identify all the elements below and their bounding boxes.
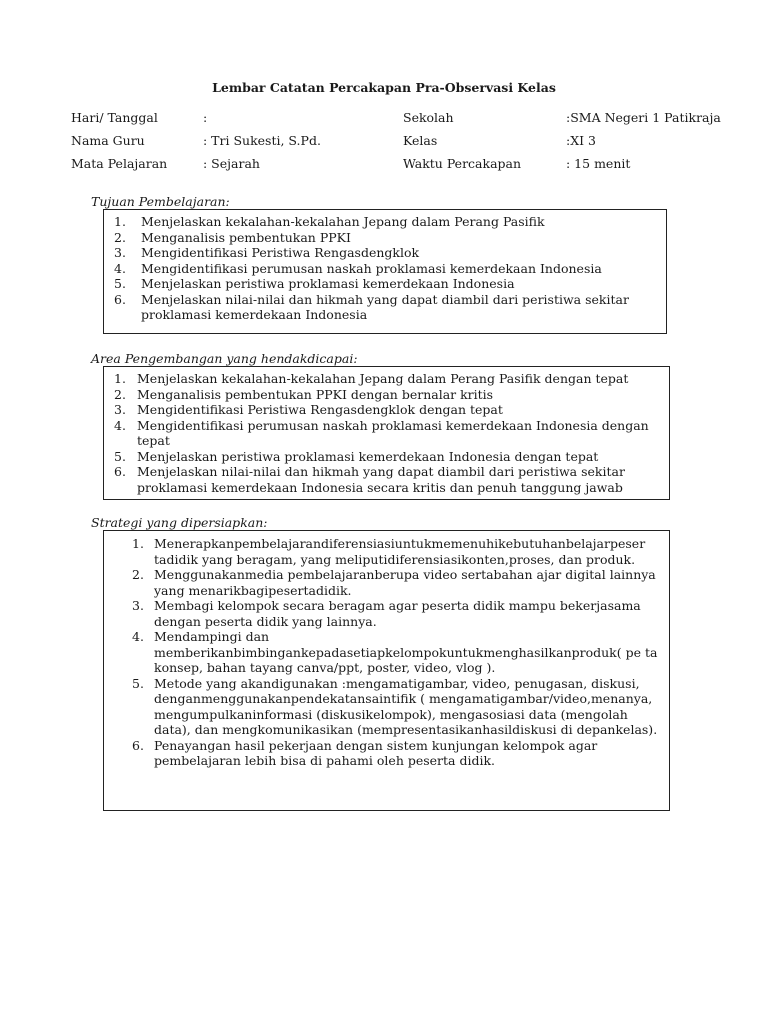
- strategi-heading: Strategi yang dipersiapkan:: [91, 515, 268, 530]
- list-item-text: Mengidentifikasi perumusan naskah proklamasi kemerdekaan Indonesia: [141, 260, 602, 276]
- list-item: [132, 598, 663, 629]
- hari-label: Hari/ Tanggal: [71, 110, 158, 125]
- list-item: [132, 738, 663, 769]
- list-item-number: 2.: [114, 386, 126, 402]
- guru-label: Nama Guru: [71, 133, 145, 148]
- list-item-text: Mengidentifikasi Peristiwa Rengasdengklok dengan tepat: [137, 402, 503, 417]
- waktu-label: Waktu Percakapan: [403, 156, 522, 171]
- info-block: [71, 110, 731, 179]
- guru-value: : Tri Sukesti, S.Pd.: [203, 133, 321, 148]
- list-item-text: Menjelaskan nilai-nilai dan hikmah yang dapat diambil dari peristiwa sekitar proklamasi kemerdekaan Indonesia: [141, 291, 629, 322]
- waktu-value: : 15 menit: [566, 156, 631, 171]
- list-item-number: 1.: [114, 214, 126, 229]
- list-item-text: Menjelaskan peristiwa proklamasi kemerdekaan Indonesia dengan tepat: [137, 448, 599, 464]
- list-item: [132, 676, 663, 738]
- info-row-3: [71, 156, 731, 179]
- mapel-label: Mata Pelajaran: [71, 156, 168, 171]
- list-item: [114, 387, 663, 403]
- list-item-text: Menjelaskan peristiwa proklamasi kemerdekaan Indonesia: [141, 276, 515, 291]
- list-item-number: 2.: [114, 229, 126, 245]
- list-item-text: Menerapkanpembelajarandiferensiasiuntukmemenuhikebutuhanbelajarpeser tadidik yang beragam, yang meliputidiferensiasikonten,proses, dan produk.: [154, 536, 646, 567]
- list-item-number: 5.: [114, 448, 126, 464]
- list-item: [114, 230, 660, 246]
- tujuan-heading: Tujuan Pembelajaran:: [91, 194, 230, 209]
- sekolah-value: :SMA Negeri 1 Patikraja: [566, 110, 721, 125]
- list-item-number: 4.: [132, 629, 144, 644]
- list-item-text: Mengidentifikasi perumusan naskah proklamasi kemerdekaan Indonesia dengan tepat: [137, 417, 649, 448]
- document-title: Lembar Catatan Percakapan Pra-Observasi Kelas: [212, 80, 556, 95]
- list-item: [114, 449, 663, 465]
- area-heading: Area Pengembangan yang hendakdicapai:: [91, 351, 358, 366]
- list-item-text: Menganalisis pembentukan PPKI: [141, 229, 351, 245]
- sekolah-label: Sekolah: [403, 110, 454, 125]
- list-item-number: 5.: [114, 276, 126, 291]
- strategi-list: [132, 536, 663, 769]
- mapel-value: : Sejarah: [203, 156, 260, 171]
- list-item: [114, 418, 663, 449]
- info-row-1: [71, 110, 731, 133]
- list-item: [114, 464, 663, 495]
- list-item-number: 5.: [132, 675, 144, 691]
- list-item: [114, 402, 663, 418]
- info-row-2: [71, 133, 731, 156]
- list-item: [114, 245, 660, 261]
- list-item: [114, 214, 660, 230]
- list-item: [114, 261, 660, 277]
- tujuan-box: [103, 209, 667, 334]
- kelas-label: Kelas: [403, 133, 438, 148]
- list-item-number: 4.: [114, 260, 126, 276]
- list-item-text: Metode yang akandigunakan :mengamatigambar, video, penugasan, diskusi, denganmenggunakanpendekatansaintifik ( mengamatigambar/video,menanya, mengumpulkaninformasi (diskusikelompok), mengasosiasi data (mengolah data), dan mengkomunikasikan (mempresentasikanhasildiskusi di depankelas).: [154, 675, 658, 737]
- list-item-text: Menjelaskan kekalahan-kekalahan Jepang dalam Perang Pasifik dengan tepat: [137, 371, 629, 386]
- list-item-number: 1.: [132, 536, 144, 551]
- list-item-text: Mendampingi dan memberikanbimbingankepadasetiapkelompokuntukmenghasilkanproduk( pe ta konsep, bahan tayang canva/ppt, poster, video, vlog ).: [154, 629, 658, 675]
- kelas-value: :XI 3: [566, 133, 596, 148]
- list-item: [114, 371, 663, 387]
- strategi-box: [103, 530, 670, 811]
- list-item: [132, 536, 663, 567]
- list-item-text: Mengidentifikasi Peristiwa Rengasdengklok: [141, 245, 420, 260]
- list-item-number: 3.: [114, 245, 126, 260]
- list-item-text: Menganalisis pembentukan PPKI dengan bernalar kritis: [137, 386, 494, 402]
- list-item-number: 1.: [114, 371, 126, 386]
- list-item-number: 3.: [132, 598, 144, 613]
- list-item-number: 2.: [132, 567, 144, 582]
- list-item: [132, 567, 663, 598]
- list-item-text: Membagi kelompok secara beragam agar peserta didik mampu bekerjasama dengan peserta didik yang lainnya.: [154, 598, 641, 629]
- list-item-number: 6.: [114, 291, 126, 307]
- hari-value: :: [203, 110, 208, 125]
- list-item: [132, 629, 663, 676]
- tujuan-list: [114, 214, 660, 323]
- list-item-number: 6.: [132, 737, 144, 753]
- list-item-text: Menggunakanmedia pembelajaranberupa video sertabahan ajar digital lainnya yang menarikbagipesertadidik.: [154, 567, 656, 598]
- area-box: [103, 366, 670, 500]
- list-item-text: Menjelaskan nilai-nilai dan hikmah yang dapat diambil dari peristiwa sekitar proklamasi kemerdekaan Indonesia secara kritis dan penuh tanggung jawab: [137, 464, 625, 495]
- list-item: [114, 292, 660, 323]
- list-item-text: Penayangan hasil pekerjaan dengan sistem kunjungan kelompok agar pembelajaran lebih bisa di pahami oleh peserta didik.: [154, 737, 598, 768]
- list-item-number: 3.: [114, 402, 126, 417]
- list-item-number: 6.: [114, 464, 126, 479]
- list-item: [114, 276, 660, 292]
- list-item-text: Menjelaskan kekalahan-kekalahan Jepang dalam Perang Pasifik: [141, 214, 545, 229]
- area-list: [114, 371, 663, 495]
- list-item-number: 4.: [114, 417, 126, 433]
